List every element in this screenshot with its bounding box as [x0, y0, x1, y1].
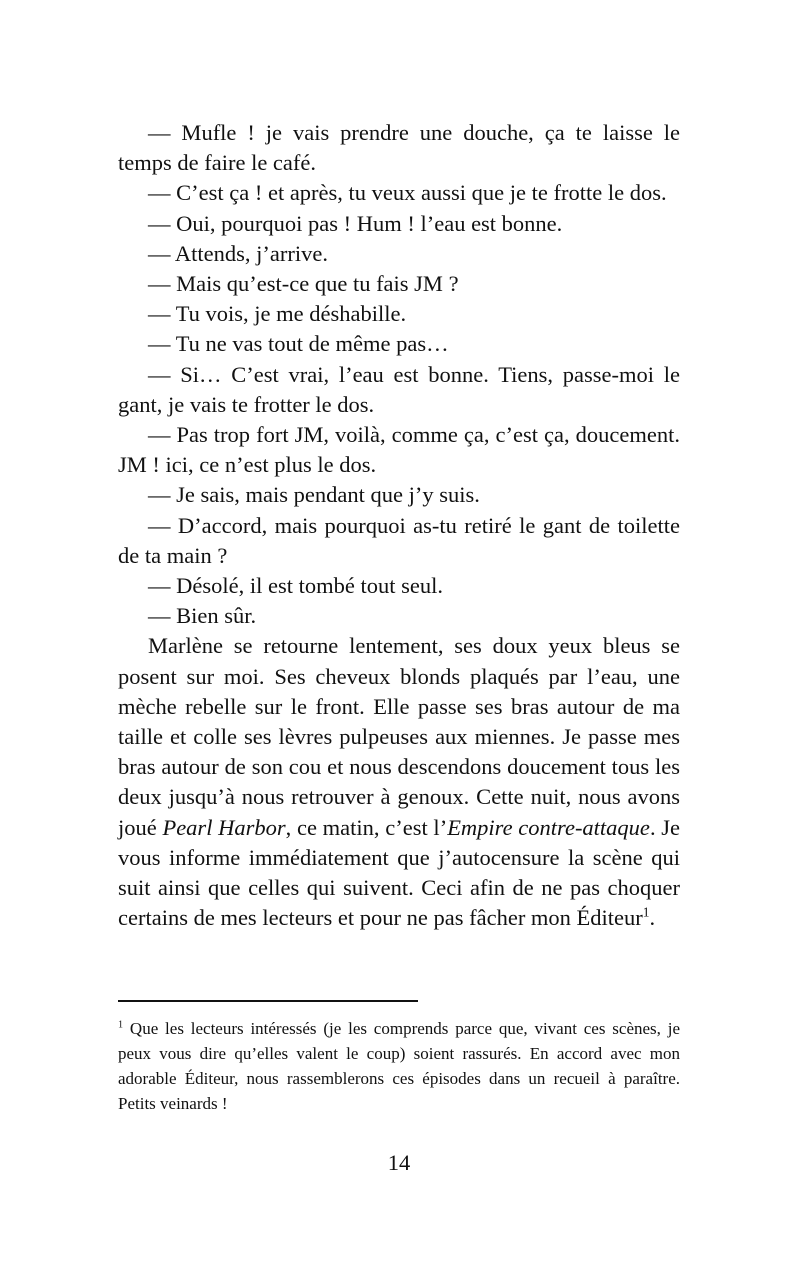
body-text [118, 118, 680, 933]
dialogue-line: — Mufle ! je vais prendre une douche, ça te laisse le temps de faire le café. [118, 120, 680, 176]
footnote [118, 1016, 680, 1116]
narrative-paragraph [118, 631, 680, 933]
dialogue-line: — Attends, j’arrive. [148, 240, 328, 266]
narrative-text: . Je vous informe immédiatement que j’autocensure la scène qui suit ainsi que celles qui suivent. Ceci afin de ne pas choquer certains de mes lecteurs et pour ne pas fâcher mon Éditeur [118, 814, 681, 931]
dialogue-line: — Bien sûr. [148, 603, 257, 629]
footnote-divider [118, 1000, 418, 1002]
dialogue-line: — Tu ne vas tout de même pas… [148, 331, 449, 357]
footnote-reference[interactable]: 1 [642, 904, 650, 920]
narrative-text: . [649, 905, 656, 931]
film-title: Pearl Harbor [162, 814, 286, 840]
page-number: 14 [387, 1150, 411, 1175]
dialogue-line: — Pas trop fort JM, voilà, comme ça, c’est ça, doucement. JM ! ici, ce n’est plus le dos. [118, 422, 680, 478]
dialogue-line: — Si… C’est vrai, l’eau est bonne. Tiens, passe-moi le gant, je vais te frotter le dos. [118, 361, 680, 417]
narrative-text: , ce matin, c’est l’ [285, 814, 448, 840]
dialogue-line: — Tu vois, je me déshabille. [148, 301, 407, 327]
narrative-text: Marlène se retourne lentement, ses doux yeux bleus se posent sur moi. Ses cheveux blonds plaqués par l’eau, une mèche rebelle sur le front. Elle passe ses bras autour de ma taille et colle ses lèvres pulpeuses aux miennes. Je passe mes bras autour de son cou et nous descendons doucement tous les deux jusqu’à nous retrouver à genoux. Cette nuit, nous avons joué [118, 633, 680, 840]
footnote-marker: 1 [118, 1019, 124, 1031]
dialogue-line: — Oui, pourquoi pas ! Hum ! l’eau est bonne. [148, 210, 563, 236]
dialogue-line: — Désolé, il est tombé tout seul. [148, 573, 443, 599]
film-title: Empire contre-attaque [447, 814, 650, 840]
dialogue-line: — D’accord, mais pourquoi as-tu retiré le gant de toilette de ta main ? [118, 512, 680, 568]
dialogue-line: — Mais qu’est-ce que tu fais JM ? [148, 271, 459, 297]
dialogue-line: — Je sais, mais pendant que j’y suis. [148, 482, 480, 508]
footnote-text: Que les lecteurs intéressés (je les comprends parce que, vivant ces scènes, je peux vous dire qu’elles valent le coup) soient rassurés. En accord avec mon adorable Éditeur, nous rassemblerons ces épisodes dans un recueil à paraître. Petits veinards ! [118, 1019, 680, 1113]
dialogue-line: — C’est ça ! et après, tu veux aussi que je te frotte le dos. [148, 180, 667, 206]
